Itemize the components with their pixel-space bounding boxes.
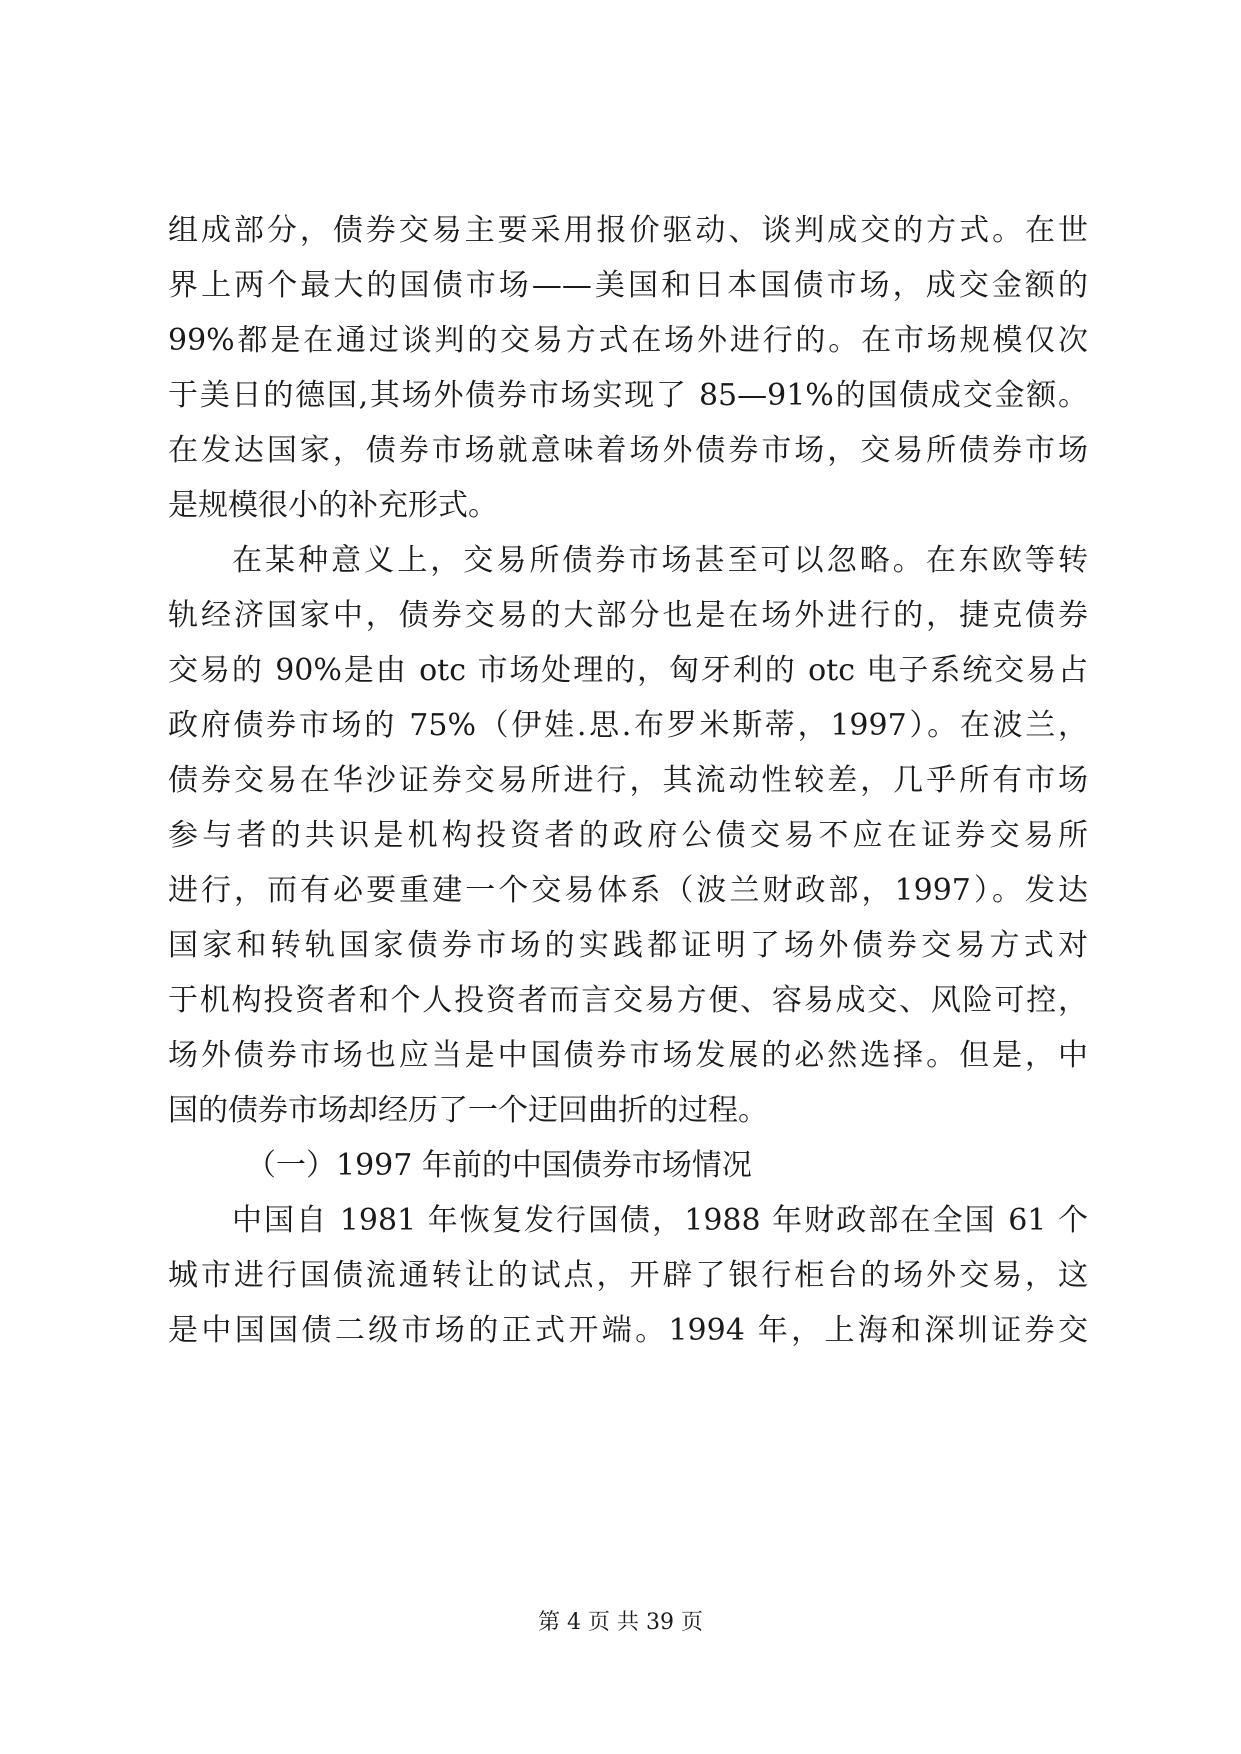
text-line: 组成部分，债券交易主要采用报价驱动、谈判成交的方式。在世: [168, 213, 1088, 248]
text-line: 轨经济国家中，债券交易的大部分也是在场外进行的，捷克债券: [168, 598, 1088, 633]
text-line: 界上两个最大的国债市场——美国和日本国债市场，成交金额的: [168, 268, 1088, 303]
text-line: 是规模很小的补充形式。: [168, 488, 498, 523]
text-line: 于机构投资者和个人投资者而言交易方便、容易成交、风险可控，: [168, 983, 1088, 1018]
text-line: 国的债券市场却经历了一个迂回曲折的过程。: [168, 1093, 768, 1128]
text-line: 政府债券市场的 75%（伊娃.思.布罗米斯蒂，1997）。在波兰，: [168, 708, 1088, 743]
text-line: 参与者的共识是机构投资者的政府公债交易不应在证券交易所: [168, 818, 1088, 853]
text-line: 中国自 1981 年恢复发行国债，1988 年财政部在全国 61 个: [232, 1203, 1088, 1238]
text-line: 进行，而有必要重建一个交易体系（波兰财政部，1997）。发达: [168, 873, 1088, 908]
text-line: 国家和转轨国家债券市场的实践都证明了场外债券交易方式对: [168, 928, 1088, 963]
text-line: 债券交易在华沙证券交易所进行，其流动性较差，几乎所有市场: [168, 763, 1088, 798]
text-line: 在发达国家，债券市场就意味着场外债券市场，交易所债券市场: [168, 433, 1088, 468]
text-line: 于美日的德国,其场外债券市场实现了 85—91%的国债成交金额。: [168, 378, 1088, 413]
text-line: 99%都是在通过谈判的交易方式在场外进行的。在市场规模仅次: [168, 323, 1088, 358]
text-line: 是中国国债二级市场的正式开端。1994 年，上海和深圳证券交: [168, 1313, 1088, 1348]
text-line: 场外债券市场也应当是中国债券市场发展的必然选择。但是，中: [168, 1038, 1088, 1073]
page-number-footer: 第 4 页 共 39 页: [538, 1610, 703, 1635]
text-line: 在某种意义上，交易所债券市场甚至可以忽略。在东欧等转: [232, 543, 1088, 578]
text-line: 交易的 90%是由 otc 市场处理的，匈牙利的 otc 电子系统交易占: [168, 653, 1088, 688]
section-heading: （一）1997 年前的中国债券市场情况: [246, 1148, 752, 1183]
text-line: 城市进行国债流通转让的试点，开辟了银行柜台的场外交易，这: [168, 1258, 1088, 1293]
